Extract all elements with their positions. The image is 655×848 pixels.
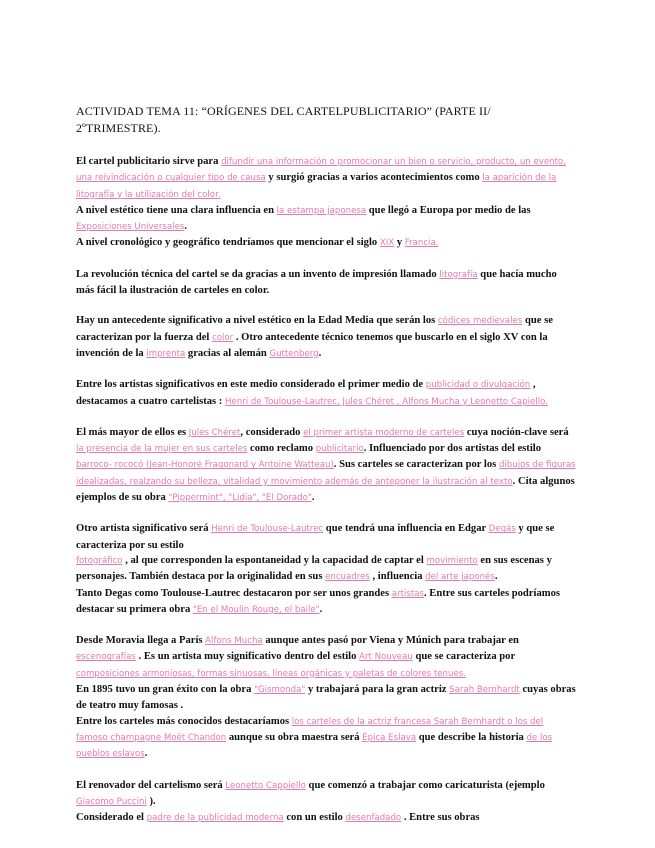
highlighted-answer: Épica Eslava [362,732,417,743]
body-text: A nivel cronológico y geográfico tendríamos que mencionar el siglo [76,237,380,249]
highlighted-answer: del arte japonés [425,572,495,583]
body-text: . [319,603,323,615]
page-title: ACTIVIDAD TEMA 11: “ORÍGENES DEL CARTELPUBLICITARIO” (PARTE II/ 2ºTRIMESTRE). [76,104,491,135]
body-text: . [184,221,187,233]
body-text: Desde Moravia llega a París [76,635,206,647]
body-text: . Entre sus carteles podríamos destacar su primera obra [76,587,560,615]
highlighted-answer: composiciones armoniosas, formas sinuosas, líneas orgánicas y paletas de colores tenues. [76,668,466,679]
highlighted-answer: la presencia de la mujer en sus carteles [76,444,248,455]
highlighted-answer: movimiento [426,555,478,566]
highlighted-answer: XIX [379,238,395,249]
highlighted-answer: Giacomo Puccini [76,796,147,807]
highlighted-answer: color [212,332,234,343]
body-text: que se caracterizan por la fuerza del [76,315,553,343]
body-text: Otro artista significativo será [76,523,212,535]
body-text: , influencia [369,571,426,583]
body-text: aunque su obra maestra será [226,731,363,743]
paragraph [76,267,576,299]
highlighted-answer: Jules Chéret [188,427,241,438]
body-text: y [394,237,405,249]
highlighted-answer: "En el Moulin Rouge, el baile" [192,604,320,615]
body-text: con un estilo [283,812,346,824]
body-text: Hay un antecedente significativo a nivel estético en la Edad Media que serán los [76,315,438,327]
highlighted-answer: la aparición de la litografía y la utilización del color. [76,173,557,200]
body-text: . [144,748,148,760]
highlighted-answer: Alfons Mucha [205,636,263,647]
body-text: . [494,571,498,583]
paragraph-list [76,154,576,826]
highlighted-answer: desenfadado [345,813,402,824]
body-text: ). [146,795,156,807]
body-text: que llegó a Europa por medio de las [366,204,531,216]
highlighted-answer: códices medievales [437,316,523,327]
highlighted-answer: publicidad o divulgación [425,380,531,391]
body-text: aunque antes pasó por Viena y Múnich para trabajar en [262,635,519,647]
body-text: . Es un artista muy significativo dentro del estilo [135,651,360,663]
highlighted-answer: los carteles de la actriz francesa Sarah Bernhardt o los del famoso champagne Moët Chandon [76,716,544,743]
body-text: La revolución técnica del cartel se da gracias a un invento de impresión llamado [76,268,440,280]
highlighted-answer: de los pueblos eslavos [76,732,553,760]
body-text: El renovador del cartelismo será [76,779,226,791]
highlighted-answer: Exposiciones Universales [76,222,185,233]
body-text: Entre los artistas significativos en este medio considerado el primer medio de [76,379,426,391]
body-text: que hacía mucho más fácil la ilustración de carteles en color. [76,268,557,297]
highlighted-answer: escenografías [76,652,136,663]
body-text: y trabajará para la gran actriz [305,684,450,696]
body-text: . Cita algunos ejemplos de su obra [76,475,575,504]
body-text: Entre los carteles más conocidos destacaríamos [76,715,292,727]
body-text: que comenzó a trabajar como caricaturista (ejemplo [305,779,545,791]
highlighted-answer: "Gismonda" [254,685,306,696]
highlighted-answer: Guttenberg [269,348,319,359]
highlighted-answer: publicitario [315,444,364,455]
highlighted-answer: barroco- rococó (Jean-Honoré Fragonard y Antoine Watteau) [76,460,334,471]
body-text: . [318,347,322,359]
highlighted-answer: Sarah Bernhardt [449,685,520,696]
document-body [76,103,576,841]
body-text: , destacamos a cuatro cartelistas : [76,379,536,407]
highlighted-answer: artistas [391,588,424,599]
body-text: El cartel publicitario sirve para [76,156,222,167]
highlighted-answer: Art Nouveau [359,652,413,663]
highlighted-answer: fotográfico [76,555,123,566]
body-text: que tendrá una influencia en Edgar [323,523,489,535]
highlighted-answer: la estampa japonesa [276,205,367,216]
highlighted-answer: Leonetto Cappiello [225,780,306,791]
highlighted-answer: encuadres [325,572,370,583]
paragraph [76,778,576,827]
body-text: . [311,492,315,504]
highlighted-answer: padre de la publicidad moderna [146,813,284,824]
body-text: , considerado [240,426,304,438]
highlighted-answer: dibujos de figuras idealizadas, realzando su belleza, vitalidad y movimiento además de anteponer la ilustración al texto [76,460,576,487]
highlighted-answer: Francia. [404,238,439,249]
body-text: A nivel estético tiene una clara influencia en [76,204,277,216]
paragraph [76,154,576,252]
highlighted-answer: litografía [439,269,478,280]
body-text: . Sus carteles se caracterizan por los [333,459,499,471]
body-text: que describe la historia [416,731,527,743]
paragraph [76,313,576,362]
body-text: y que se caracteriza por su estilo [76,523,555,551]
body-text: Tanto Degas como Toulouse-Lautrec destacaron por ser unos grandes [76,587,392,599]
highlighted-answer: imprenta [146,348,186,359]
highlighted-answer: difundir una información o promocionar un bien o servicio, producto, un evento, una reivindicación o cualquier tipo de causa [76,157,566,184]
body-text: , al que corresponden la espontaneidad y la capacidad de captar el [122,554,427,566]
body-text: . Entre sus obras [401,812,480,824]
body-text: Considerado el [76,812,147,824]
highlighted-answer: Henri de Toulouse-Lautrec [211,524,324,535]
body-text: y surgió gracias a varios acontecimientos como [265,172,483,184]
highlighted-answer: el primer artista moderno de carteles [303,427,465,438]
paragraph [76,425,576,506]
body-text: . Otro antecedente técnico tenemos que buscarlo en el siglo XV con la invención de la [76,331,548,359]
body-text: como reclamo [247,443,316,455]
body-text: . Influenciado por dos artistas del estilo [363,443,542,455]
highlighted-answer: Henri de Toulouse-Lautrec, Jules Chéret , Alfons Mucha y Leonetto Capiello. [224,396,548,407]
paragraph [76,633,576,762]
paragraph [76,521,576,618]
body-text: El más mayor de ellos es [76,426,189,438]
body-text: cuyas obras de teatro muy famosas . [76,684,576,712]
body-text: en sus escenas y personajes. También destaca por la originalidad en sus [76,554,552,583]
body-text: cuya noción-clave será [464,426,569,438]
paragraph [76,377,576,410]
body-text: En 1895 tuvo un gran éxito con la obra [76,684,255,696]
highlighted-answer: Degás [488,524,516,535]
body-text: gracias al alemán [185,347,270,359]
highlighted-answer: "Pippermint", "Lidia", "El Dorado" [168,493,312,504]
body-text: que se caracteriza por [412,651,515,663]
